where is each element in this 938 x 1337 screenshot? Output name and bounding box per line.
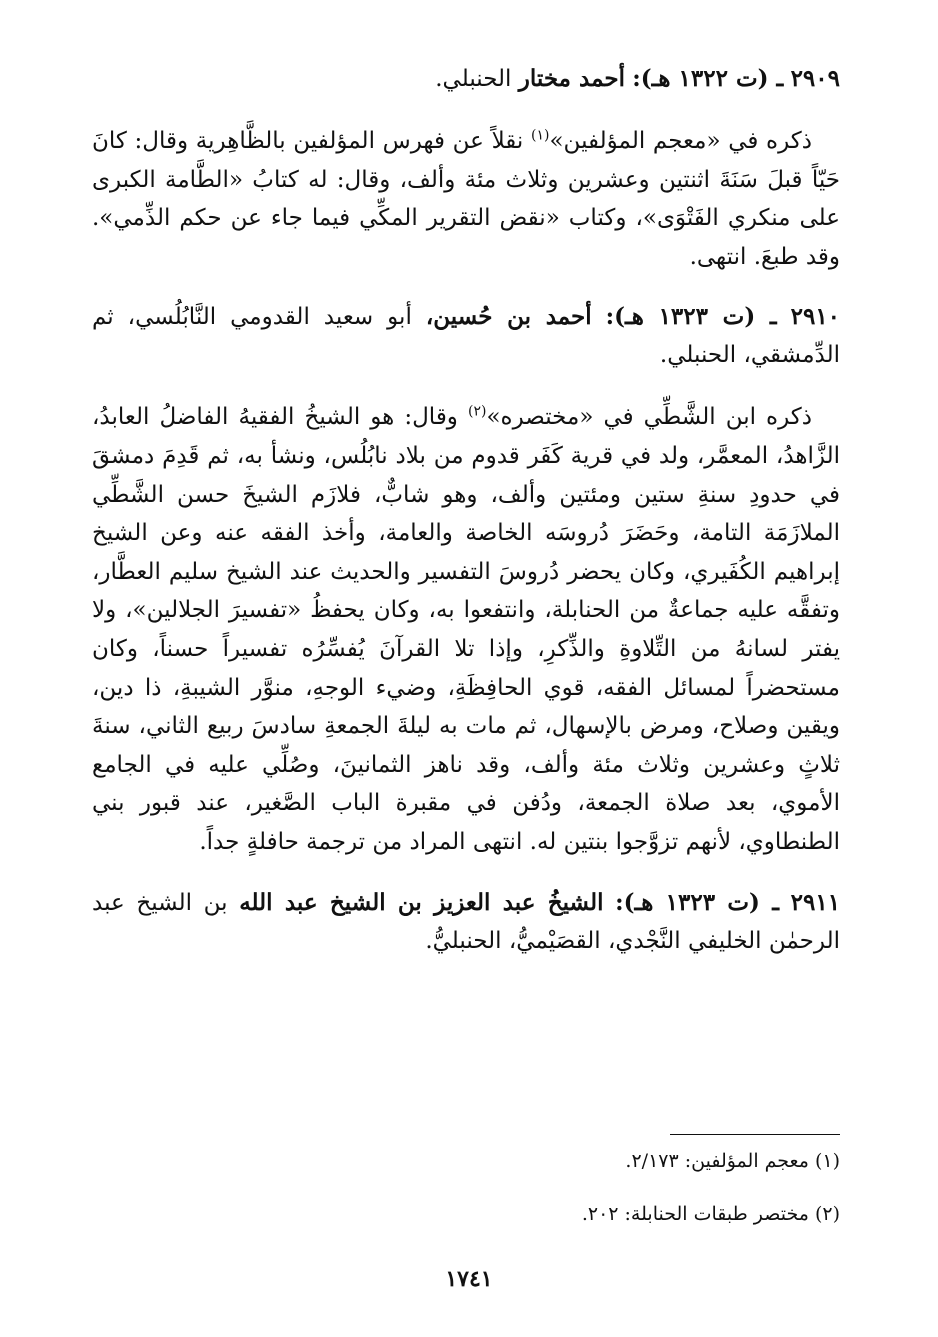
footnote-2: (٢) مختصر طبقات الحنابلة: ٢٠٢. [581, 1203, 840, 1225]
entry-number: ٢٩١١ [790, 888, 841, 916]
entry-number: ٢٩١٠ [790, 303, 841, 331]
page-number: ١٧٤١ [445, 1266, 493, 1292]
entry-heading: ٢٩٠٩ ـ (ت ١٣٢٢ هـ): أحمد مختار الحنبلي. [435, 65, 840, 92]
footnotes [100, 1148, 840, 1254]
entry-name-rest: بن الشيخ عبد الرحمٰن الخليفي النَّجْدي، القصَيْميُّ، الحنبليُّ. [92, 889, 840, 954]
entry-2910 [92, 298, 840, 861]
entry-death-year: (ت ١٣٢٣ هـ): [605, 303, 756, 331]
entry-name-rest: الحنبلي. [435, 66, 512, 92]
footnote-ref-2[interactable]: (٢) [467, 403, 487, 420]
entry-name-bold: أحمد مختار [518, 65, 625, 92]
page-body [92, 60, 840, 984]
entry-name-bold: الشيخُ عبد العزيز بن الشيخ عبد الله [239, 888, 604, 916]
entry-name-rest: أبو سعيد القدومي النَّابُلُسي، ثم الدِّمشقي، الحنبلي. [92, 304, 840, 369]
entry-number: ٢٩٠٩ [790, 65, 840, 92]
footnote-1: (١) معجم المؤلفين: ٢/١٧٣. [625, 1150, 840, 1172]
entry-death-year: (ت ١٣٢٣ هـ): [615, 888, 760, 916]
entry-2909 [92, 60, 840, 276]
entry-2911 [92, 884, 840, 960]
entry-body: ذكره ابن الشَّطِّي في «مختصره»$^{(٢)}$ وقال: هو الشيخُ الفقيهُ الفاضلُ العابدُ، الزَّاهدُ، المعمَّر، ولد في قرية كَفَر قدوم من بلاد نابُلُس، ونشأ به، ثم قَدِمَ دمشقَ في حدودِ سنةِ ستين ومئتين وألف، وهو شابٌّ، فلازَم الشيخَ حسن الشَّطِّي الملازَمَة التامة، وحَضَرَ دُروسَه الخاصة والعامة، وأخذ الفقه عنه وعن الشيخ إبراهيم الكُفَيري، وكان يحضر دُروسَ التفسير والحديث عند الشيخ سليم العطَّار، وتفقَّه عليه جماعةٌ من الحنابلة، وانتفعوا به، وكان يحفظُ «تفسيرَ الجلالين»، ولا يفتر لسانهُ من التِّلاوةِ والذِّكرِ، وإذا تلا القرآنَ يُفسِّرُه تفسيراً حسناً، وكان مستحضراً لمسائل الفقه، قوي الحافِظَةِ، وضيء الوجهِ، منوَّر الشيبةِ، ذا دين، ويقين وصلاح، ومرض بالإسهال، ثم مات به ليلةَ الجمعةِ سادسَ ربيع الثاني، سنةَ ثلاثٍ وعشرين وثلاث مئة وألف، وقد ناهز الثمانينَ، وصُلِّي عليه في الجامع الأموي، بعد صلاة الجمعة، ودُفن في مقبرة الباب الصَّغير، عند قبور بني الطنطاوي، لأنهم تزوَّجوا بنتين له. انتهى المراد من ترجمة حافلةٍ جداً. [92, 403, 840, 855]
entry-body: ذكره في «معجم المؤلفين»$^{(١)}$ نقلاً عن فهرس المؤلفين بالظَّاهِرية وقال: كانَ حَيّاً قبلَ سَنَةَ اثنتين وعشرين وثلاث مئة وألف، وقال: له كتابُ «الطَّامة الكبرى على منكري الفَتْوَى»، وكتاب «نقض التقرير المكِّي فيما جاء عن حكم الذِّمي». وقد طبعَ. انتهى. [92, 127, 840, 270]
entry-heading: ٢٩١١ ـ (ت ١٣٢٣ هـ): الشيخُ عبد العزيز بن الشيخ عبد الله بن الشيخ عبد الرحمٰن الخليفي النَّجْدي، القصَيْميُّ، الحنبليُّ. [92, 888, 841, 954]
entry-heading: ٢٩١٠ ـ (ت ١٣٢٣ هـ): أحمد بن حُسين، أبو سعيد القدومي النَّابُلُسي، ثم الدِّمشقي، الحنبلي. [92, 303, 841, 369]
footnote-divider [670, 1134, 840, 1135]
footnote-ref-1[interactable]: (١) [531, 127, 550, 144]
entry-death-year: (ت ١٣٢٢ هـ): [632, 65, 769, 92]
entry-name-bold: أحمد بن حُسين، [425, 303, 592, 331]
